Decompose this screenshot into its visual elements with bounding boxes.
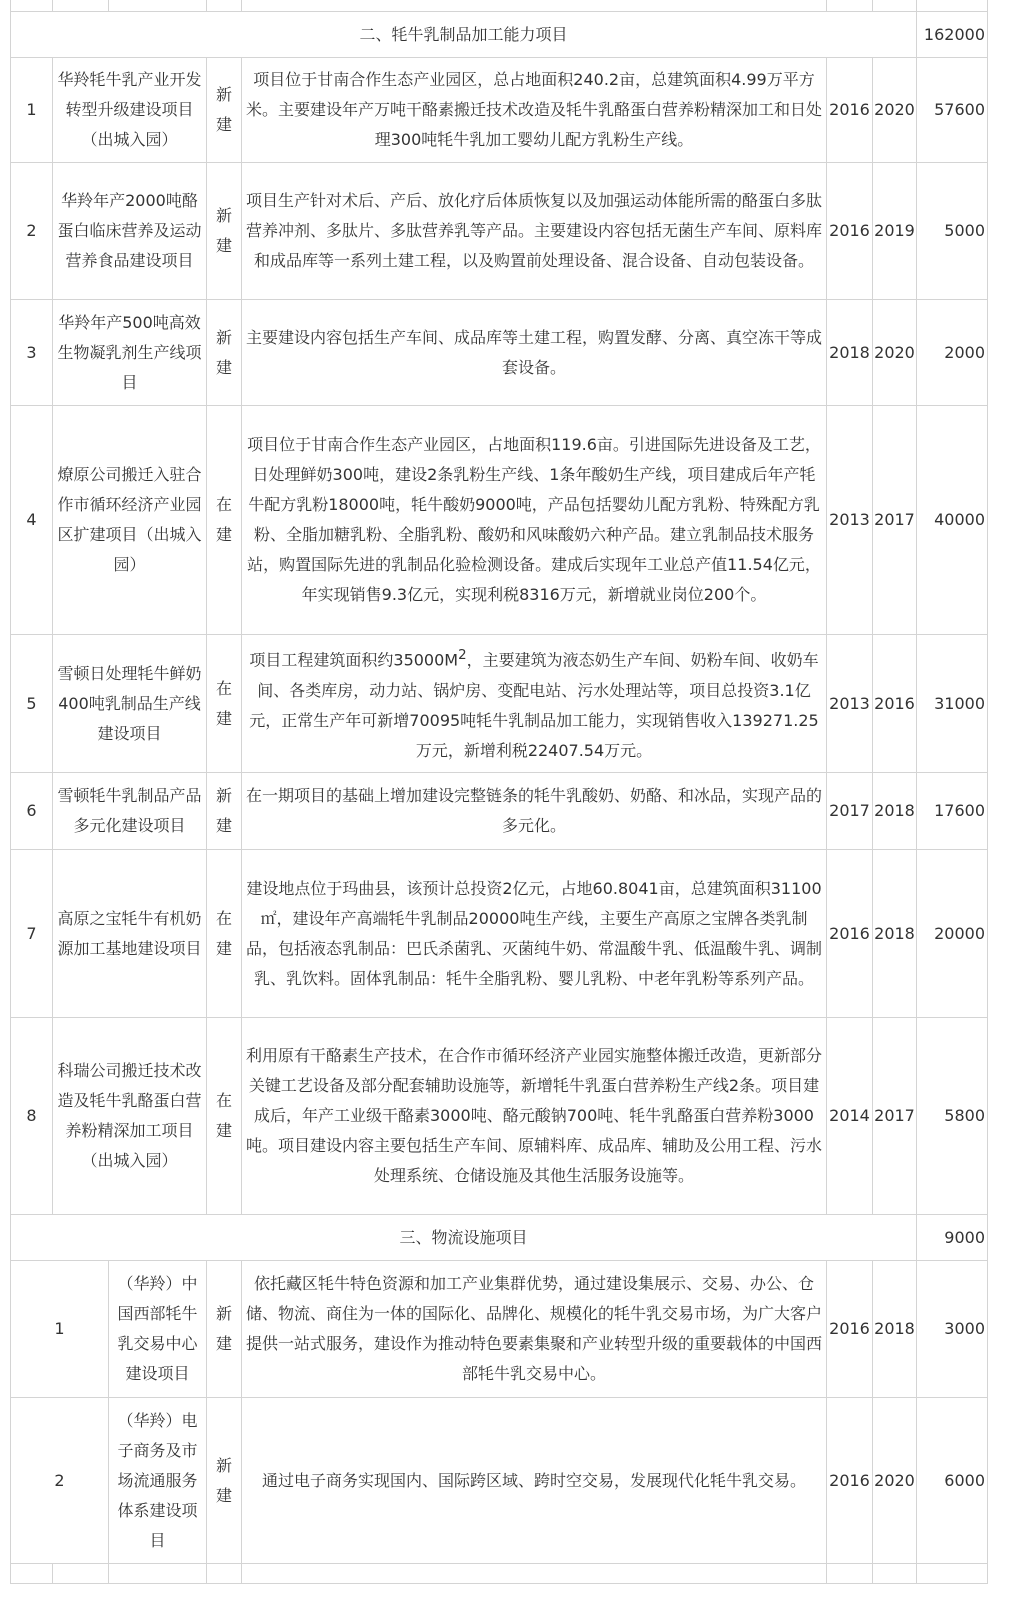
- project-table: [10, 0, 988, 1584]
- investment: 2000: [917, 300, 988, 406]
- row-number: 4: [11, 406, 53, 635]
- project-description: 利用原有干酪素生产技术，在合作市循环经济产业园实施整体搬迁改造，更新部分关键工艺设备及部分配套辅助设施等，新增牦牛乳蛋白营养粉生产线2条。项目建成后，年产工业级干酪素3000吨、酪元酸钠700吨、牦牛乳酪蛋白营养粉3000吨。项目建设内容主要包括生产车间、原辅料库、成品库、辅助及公用工程、污水处理系统、仓储设施及其他生活服务设施等。: [242, 1018, 827, 1215]
- project-description: 项目位于甘南合作生态产业园区，占地面积119.6亩。引进国际先进设备及工艺，日处理鲜奶300吨，建设2条乳粉生产线、1条年酸奶生产线，项目建成后年产牦牛配方乳粉18000吨，牦牛酸奶9000吨，产品包括婴幼儿配方乳粉、特殊配方乳粉、全脂加糖乳粉、全脂乳粉、酸奶和风味酸奶六种产品。建立乳制品技术服务站，购置国际先进的乳制品化验检测设备。建成后实现年工业总产值11.54亿元，年实现销售9.3亿元，实现利税8316万元，新增就业岗位200个。: [242, 406, 827, 635]
- table-row: [11, 850, 988, 1018]
- project-status: 新建: [207, 1261, 242, 1398]
- start-year: 2014: [827, 1018, 873, 1215]
- row-number: 2: [11, 163, 53, 300]
- project-description: 主要建设内容包括生产车间、成品库等土建工程，购置发酵、分离、真空冻干等成套设备。: [242, 300, 827, 406]
- start-year: 2016: [827, 850, 873, 1018]
- start-year: 2016: [827, 1398, 873, 1564]
- start-year: 2016: [827, 163, 873, 300]
- project-description: 项目位于甘南合作生态产业园区，总占地面积240.2亩，总建筑面积4.99万平方米。主要建设年产万吨干酪素搬迁技术改造及牦牛乳酪蛋白营养粉精深加工和日处理300吨牦牛乳加工婴幼儿配方乳粉生产线。: [242, 58, 827, 163]
- section-total: 162000: [917, 12, 988, 58]
- project-name: 雪顿日处理牦牛鲜奶400吨乳制品生产线建设项目: [53, 635, 207, 773]
- project-name: 华羚年产500吨高效生物凝乳剂生产线项目: [53, 300, 207, 406]
- investment: 40000: [917, 406, 988, 635]
- project-description: 通过电子商务实现国内、国际跨区域、跨时空交易，发展现代化牦牛乳交易。: [242, 1398, 827, 1564]
- investment: 5800: [917, 1018, 988, 1215]
- end-year: 2018: [873, 773, 917, 850]
- table-row: [11, 635, 988, 773]
- project-name: 华羚牦牛乳产业开发转型升级建设项目（出城入园）: [53, 58, 207, 163]
- section-header-row: [11, 12, 988, 58]
- start-year: 2017: [827, 773, 873, 850]
- end-year: 2020: [873, 1398, 917, 1564]
- row-number: 3: [11, 300, 53, 406]
- project-name: 雪顿牦牛乳制品产品多元化建设项目: [53, 773, 207, 850]
- project-status: 新建: [207, 300, 242, 406]
- row-number: 1: [11, 58, 53, 163]
- investment: 20000: [917, 850, 988, 1018]
- project-name: （华羚）电子商务及市场流通服务体系建设项目: [109, 1398, 207, 1564]
- start-year: 2013: [827, 406, 873, 635]
- end-year: 2017: [873, 406, 917, 635]
- project-status: 在建: [207, 850, 242, 1018]
- table-row: [11, 773, 988, 850]
- row-number: 2: [11, 1398, 109, 1564]
- table-row: [11, 163, 988, 300]
- start-year: 2013: [827, 635, 873, 773]
- row-number: 6: [11, 773, 53, 850]
- row-number: 1: [11, 1261, 109, 1398]
- row-number: 8: [11, 1018, 53, 1215]
- project-status: 在建: [207, 1018, 242, 1215]
- start-year: 2018: [827, 300, 873, 406]
- project-status: 新建: [207, 163, 242, 300]
- end-year: 2018: [873, 1261, 917, 1398]
- project-name: 高原之宝牦牛有机奶源加工基地建设项目: [53, 850, 207, 1018]
- section-header-row: [11, 1215, 988, 1261]
- investment: 17600: [917, 773, 988, 850]
- superscript-2: 2: [458, 648, 467, 664]
- end-year: 2020: [873, 58, 917, 163]
- project-description: 依托藏区牦牛特色资源和加工产业集群优势，通过建设集展示、交易、办公、仓储、物流、商住为一体的国际化、品牌化、规模化的牦牛乳交易市场，为广大客户提供一站式服务，建设作为推动特色要素集聚和产业转型升级的重要载体的中国西部牦牛乳交易中心。: [242, 1261, 827, 1398]
- description-part-a: 项目工程建筑面积约35000M: [249, 650, 459, 670]
- project-status: 新建: [207, 773, 242, 850]
- investment: 6000: [917, 1398, 988, 1564]
- end-year: 2016: [873, 635, 917, 773]
- investment: 3000: [917, 1261, 988, 1398]
- table-row-partial: [11, 0, 988, 12]
- table-row: [11, 300, 988, 406]
- investment: 5000: [917, 163, 988, 300]
- table-row: [11, 1261, 988, 1398]
- table-row-partial: [11, 1564, 988, 1584]
- row-number: 7: [11, 850, 53, 1018]
- end-year: 2018: [873, 850, 917, 1018]
- end-year: 2019: [873, 163, 917, 300]
- investment: 31000: [917, 635, 988, 773]
- project-description: [242, 635, 827, 773]
- section-title: 三、物流设施项目: [11, 1215, 917, 1261]
- project-description: 在一期项目的基础上增加建设完整链条的牦牛乳酸奶、奶酪、和冰品，实现产品的多元化。: [242, 773, 827, 850]
- project-description: 建设地点位于玛曲县，该预计总投资2亿元，占地60.8041亩，总建筑面积31100㎡，建设年产高端牦牛乳制品20000吨生产线，主要生产高原之宝牌各类乳制品，包括液态乳制品：巴氏杀菌乳、灭菌纯牛奶、常温酸牛乳、低温酸牛乳、调制乳、乳饮料。固体乳制品：牦牛全脂乳粉、婴儿乳粉、中老年乳粉等系列产品。: [242, 850, 827, 1018]
- end-year: 2017: [873, 1018, 917, 1215]
- section-total: 9000: [917, 1215, 988, 1261]
- row-number: 5: [11, 635, 53, 773]
- end-year: 2020: [873, 300, 917, 406]
- table-row: [11, 406, 988, 635]
- project-description: 项目生产针对术后、产后、放化疗后体质恢复以及加强运动体能所需的酪蛋白多肽营养冲剂、多肽片、多肽营养乳等产品。主要建设内容包括无菌生产车间、原料库和成品库等一系列土建工程，以及购置前处理设备、混合设备、自动包装设备。: [242, 163, 827, 300]
- start-year: 2016: [827, 1261, 873, 1398]
- section-title: 二、牦牛乳制品加工能力项目: [11, 12, 917, 58]
- project-status: 在建: [207, 406, 242, 635]
- project-name: 燎原公司搬迁入驻合作市循环经济产业园区扩建项目（出城入园）: [53, 406, 207, 635]
- project-status: 在建: [207, 635, 242, 773]
- description-part-b: ，主要建筑为液态奶生产车间、奶粉车间、收奶车间、各类库房，动力站、锅炉房、变配电站、污水处理站等，项目总投资3.1亿元，正常生产年可新增70095吨牦牛乳制品加工能力，实现销售收入139271.25万元，新增利税22407.54万元。: [249, 650, 819, 760]
- project-name: 科瑞公司搬迁技术改造及牦牛乳酪蛋白营养粉精深加工项目（出城入园）: [53, 1018, 207, 1215]
- project-name: （华羚）中国西部牦牛乳交易中心建设项目: [109, 1261, 207, 1398]
- start-year: 2016: [827, 58, 873, 163]
- project-status: 新建: [207, 1398, 242, 1564]
- table-row: [11, 1018, 988, 1215]
- table-row: [11, 1398, 988, 1564]
- project-name: 华羚年产2000吨酪蛋白临床营养及运动营养食品建设项目: [53, 163, 207, 300]
- table-row: [11, 58, 988, 163]
- project-status: 新建: [207, 58, 242, 163]
- investment: 57600: [917, 58, 988, 163]
